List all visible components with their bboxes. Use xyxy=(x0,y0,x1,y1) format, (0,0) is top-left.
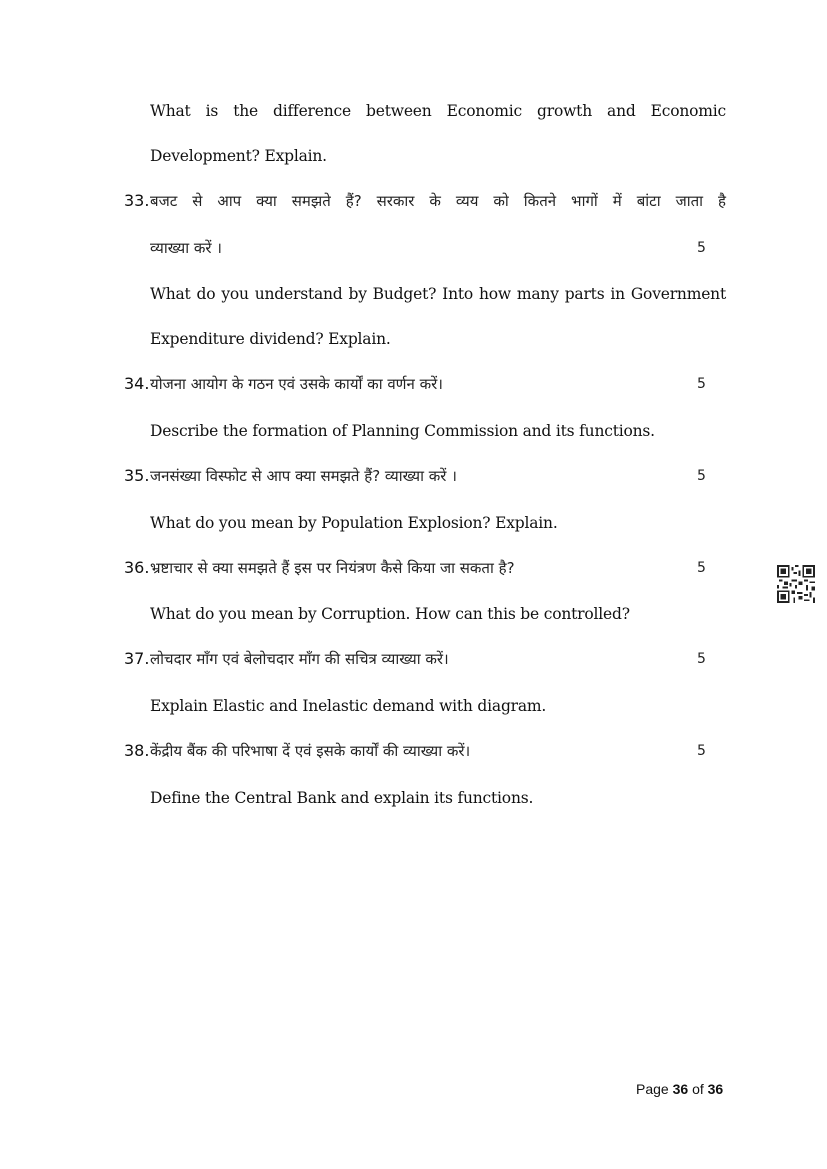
q38-hindi: केंद्रीय बैंक की परिभाषा दें एवं इसके कार्यों की व्याख्या करें। xyxy=(150,742,471,760)
question-number: 37. xyxy=(124,649,150,668)
q37-hindi: लोचदार माँग एवं बेलोचदार माँग की सचित्र व्याख्या करें। xyxy=(150,650,449,668)
marks: 5 xyxy=(697,240,706,256)
q33-english-line1: What do you understand by Budget? Into how many parts in Government xyxy=(150,285,726,303)
q33-hindi-line2: व्याख्या करें । xyxy=(150,239,222,257)
q32-english-line1: What is the difference between Economic growth and Economic xyxy=(150,102,726,120)
q37-english-row xyxy=(0,694,827,718)
q35-hindi: जनसंख्या विस्फोट से आप क्या समझते हैं? व्याख्या करें । xyxy=(150,467,457,485)
q36-hindi-row xyxy=(0,556,827,580)
q38-hindi-row xyxy=(0,739,827,763)
q35-english-row xyxy=(0,511,827,535)
current-page: 36 xyxy=(672,1081,689,1097)
q38-english: Define the Central Bank and explain its functions. xyxy=(150,789,534,807)
q33-hindi-line1-row xyxy=(0,189,827,213)
marks: 5 xyxy=(697,468,706,484)
q33-english-line1-row xyxy=(0,282,827,306)
q34-english-row xyxy=(0,419,827,443)
q34-hindi: योजना आयोग के गठन एवं उसके कार्यों का वर्णन करें। xyxy=(150,375,443,393)
q35-hindi-row xyxy=(0,464,827,488)
marks: 5 xyxy=(697,560,706,576)
page-footer xyxy=(636,1079,723,1099)
page-word: Page xyxy=(636,1081,669,1097)
q32-english-line2: Development? Explain. xyxy=(150,147,327,165)
q36-english-row xyxy=(0,602,827,626)
q35-english: What do you mean by Population Explosion? Explain. xyxy=(150,514,558,532)
q37-english: Explain Elastic and Inelastic demand with diagram. xyxy=(150,697,547,715)
question-number: 36. xyxy=(124,558,150,577)
q34-english: Describe the formation of Planning Commission and its functions. xyxy=(150,422,655,440)
of-word: of xyxy=(692,1081,704,1097)
marks: 5 xyxy=(697,376,706,392)
qr-code-icon xyxy=(777,565,815,603)
q34-hindi-row xyxy=(0,372,827,396)
q36-hindi: भ्रष्टाचार से क्या समझते हैं इस पर नियंत्रण कैसे किया जा सकता है? xyxy=(150,559,515,577)
marks: 5 xyxy=(697,743,706,759)
q33-hindi-line1: बजट से आप क्या समझते हैं? सरकार के व्यय को कितने भागों में बांटा जाता है xyxy=(150,192,726,210)
question-number: 35. xyxy=(124,466,150,485)
q33-english-line2-row xyxy=(0,327,827,351)
question-number: 33. xyxy=(124,191,150,210)
q33-hindi-line2-row xyxy=(0,236,827,260)
q32-english-line2-row xyxy=(0,144,827,168)
question-number: 38. xyxy=(124,741,150,760)
q32-english-line1-row xyxy=(0,99,827,123)
q38-english-row xyxy=(0,786,827,810)
question-number: 34. xyxy=(124,374,150,393)
marks: 5 xyxy=(697,651,706,667)
q37-hindi-row xyxy=(0,647,827,671)
total-pages: 36 xyxy=(707,1081,724,1097)
q36-english: What do you mean by Corruption. How can this be controlled? xyxy=(150,605,630,623)
q33-english-line2: Expenditure dividend? Explain. xyxy=(150,330,391,348)
